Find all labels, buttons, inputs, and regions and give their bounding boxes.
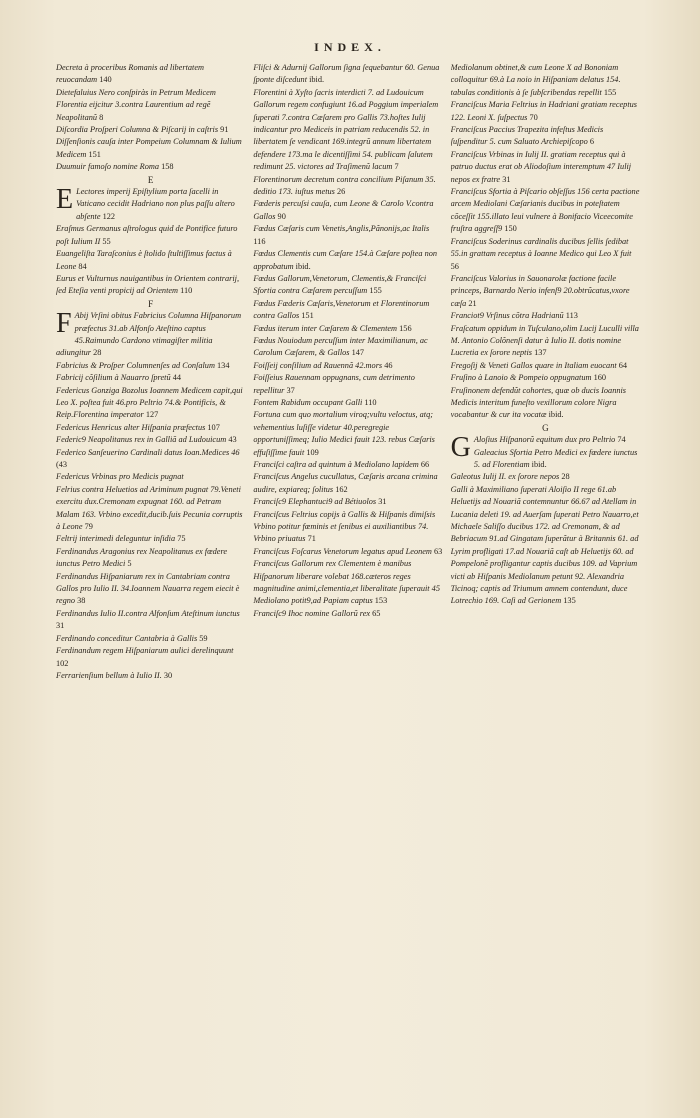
page-number: 155 [603,87,617,97]
entry-text: Federic9 Neapolitanus rex in Galliã ad Ludouicum [56,435,227,445]
entry-text: Fœdus Nouiodum percuſſum inter Maximilianum, ac Carolum Cæſarem, & Gallos [253,335,428,358]
entry-text: Florentinorum decretum contra concilium Piſanum 35. deditio 173. iuſtus metus [253,174,436,197]
entry-text: Abij Vrſini obitus Fabricius Columna Hiſpanorum præfectus 31.ab Alfonſo Ateſtino captus 45.Raimundo Cardono vtimagiſter militia adiungitur [56,311,242,358]
index-entry [253,397,442,409]
drop-cap: F [56,308,72,340]
index-entry [56,62,245,87]
entry-text: Franciſcus Sfortia à Piſcario obſeſſus 156 certa pactione arcem Mediolani Cæſarianis ducibus in poteſtatem cõceſſit 155.illato leui vulnere à Bonifacio Viceecomite fruſtra aggreſſ9 [450,187,640,234]
entry-text: Eraſmus Germanus aſtrologus quid de Pontifice futuro poſt Iulium II [56,224,238,246]
index-entry [253,459,442,471]
page-number: 31 [378,497,387,507]
index-heading: INDEX. [314,40,386,54]
index-entry [56,87,245,124]
page-number: 64 [618,360,628,370]
index-entry [253,558,442,608]
index-entry [253,62,442,87]
page-number: 116 [253,236,266,246]
entry-text: Franciſc9 Ihoc nomine Gallorũ rex [253,608,371,618]
page-number: 5 [127,559,132,569]
entry-text: Aloſius Hiſpanorũ equitum dux pro Peltrio [473,435,616,445]
page-number: 75 [177,534,186,544]
entry-text: Fœdus Cæſaris cum Venetis,Anglis,Pãnonijs,ac Italis [253,224,430,234]
index-entry [253,509,442,546]
entry-text: Federicus Henricus alter Hiſpania præfectus [56,422,206,432]
page-number: 46 [384,360,393,370]
page-number: 79 [84,522,93,532]
index-entry [56,471,245,483]
entry-text: Fœdus Gallorum,Venetorum, Clementis,& Franciſci Sfortia contra Cæſarem percuſſum [253,273,427,296]
page-number: 31 [56,621,65,631]
index-entry [56,608,245,633]
page-number: 66 [420,460,430,469]
index-entry [451,372,640,384]
index-entry [56,186,245,223]
index-entry [253,409,442,459]
entry-text: Fabricij cõſilium à Nauarro ſpretũ [56,373,171,383]
entry-text: Ferdinandus Hiſpaniarum rex in Cantabriam contra Gallos pro Iulio II. 34.Ioannem Nauarra regem eiecit è regno [56,571,240,606]
index-entry [56,422,245,434]
index-entry [253,496,442,508]
entry-text: Decreta à proceribus Romanis ad libertatem reuocandam [56,63,205,85]
page-number: 43 [228,435,237,445]
entry-text: Federicus Gonziga Bozolus Ioannem Medicem capit,qui Leo X. poſtea fuit 46.pro Peltrio 74.& Pontificis, & Reip.Florentina imperator [56,385,243,420]
entry-text: Franciſcus Maria Feltrius in Hadriani gratiam receptus 122. Leoni X. ſuſpectus [450,100,638,122]
entry-text: Florentini à Xyſto ſacris interdicti 7. ad Ludouicum Gallorum regem confugiunt 16.ad Poggium imperialem ſuperati 7.contra Cæſarem pro Gallis 73.hoſtes Iulij indicantur pro Mediceis in patriam reducendis 52. in libertatem ſe vendicant 169.integrũ annum libertatem defendere 173.ma le dicentiſſimi 54. publicam ſalutem redimunt 25. victores ad Traſimenũ lacum [253,87,439,172]
entry-text: Franciſcus Soderinus cardinalis ducibus ſellis ſedibat 55.in grattam receptus à Ioanne Medico qui Leo X fuit [450,236,632,259]
page-number: 31 [502,174,511,184]
index-entry [253,198,442,223]
page-number: 160 [593,373,607,383]
page-number: ibid. [548,410,564,420]
index-entry [451,273,640,310]
entry-text: Fortuna cum quo mortalium viroq;vultu veloctus, atq; vehementius luſiſſe videtur 40.peregregie opportuniſſimeq; Iulio Medici fauit 123. rebus Cæſaris effuſiſſime fauit [253,410,435,457]
page-number: 110 [180,286,193,296]
index-entry [56,360,245,372]
page-number: 140 [99,75,112,85]
entry-text: Ferrarienſium bellum à Iulio II. [56,670,162,680]
entry-text: Federicus Vrbinas pro Medicis pugnat [56,472,184,482]
page-number: 151 [301,311,314,321]
entry-text: Franciot9 Vrſinus cõtra Hadrianũ [450,311,564,321]
index-entry [56,447,245,472]
page-number: 63 [434,546,443,556]
entry-text: Franciſcus Feltrius copijs à Gallis & Hiſpanis dimiſsis Vrbino potitur fœminis et ſenibus ei auxiliantibus 74. Vrbino priuatus [253,509,436,544]
page-number: 135 [563,596,576,606]
entry-text: Federico Sanſeuerino Cardinali datus Ioan.Medices 46 [56,447,240,457]
entry-text: Franciſcus Angelus cucullatus, Cæſaris arcana crimina audire, expiareq; ſolitus [253,472,438,494]
index-entry [451,124,640,149]
entry-text: Galeacius Sfortia Petro Medici ex fœdere iunctus 5. ad Florentiam [473,447,638,469]
page-number: 74 [617,435,626,445]
entry-text: Feltrij interimedi deleguntur inſidia [56,534,176,544]
page-number: 44 [172,373,181,383]
page-number: 26 [337,187,346,197]
entry-text: Franciſcus Paccius Trapezita infeſtus Medicis ſuſpenditur 5. cum Saluato Archiepiſcopo [450,125,604,147]
page-number: 59 [199,633,208,643]
index-entry [451,236,640,273]
page-number: 21 [468,298,477,308]
index-entry [56,124,245,136]
entry-text: Fœderis percuſsi cauſa, cum Leone & Carolo V.contra Gallos [253,199,434,221]
index-entry [56,385,245,422]
entry-text: Euangeliſta Taraſconius è ſtolido ſtultiſſimus factus à Leone [56,249,232,271]
index-entry [56,136,245,161]
page-number: 8 [99,112,104,122]
entry-text: Diſſenſionis cauſa inter Pompeium Columnam & Iulium Medicem [56,137,242,159]
page-number: 155 [369,286,382,296]
entry-text: Fruſino à Lanoio & Pompeio oppugnatum [450,373,592,383]
index-column-1 [56,62,245,1082]
index-entry [56,533,245,545]
index-entry [56,633,245,645]
index-entry [451,471,640,483]
page-number: 110 [364,397,377,407]
index-entry [253,335,442,360]
index-column-3 [451,62,640,1082]
index-entry [56,223,245,248]
index-entry [451,385,640,422]
page-number: 156 [399,323,412,333]
entry-text: Duumuir famoſo nomine Roma [56,162,160,172]
index-entry [56,434,245,446]
entry-text: Ferdinando conceditur Cantabria à Gallis [56,633,198,643]
page-number: 109 [306,447,319,457]
entry-text: Ferdinandus Iulio II.contra Alfonſum Ateſtinum iunctus [56,608,240,618]
index-entry [451,323,640,360]
index-entry [253,248,442,273]
page-number: 91 [220,125,229,135]
index-entry [253,174,442,199]
drop-cap: E [56,184,74,216]
page-number: 30 [163,670,173,680]
entry-text: Eurus et Vulturnus nauigantibus in Orientem contrarij, ſed Eteſia venti propicij ad Orientem [56,273,240,296]
index-entry [56,372,245,384]
index-entry [253,87,442,174]
page-number: 151 [88,149,101,159]
page-number: (43 [56,460,68,469]
drop-cap: G [450,432,471,464]
entry-text: Lectores imperij Epiſtylium porta ſacelli in Vaticano cecidit Hadriano non plus paſſu altero abſente [76,187,235,221]
page-number: 65 [372,608,381,618]
entry-text: Felrius contra Heluetios ad Ariminum pugnat 79.Veneti exercitu dux.Cremonam expugnat 160. ad Petram Malam 163. Vrbino excedit,ducib.ſuis Pecunia corruptis à Leone [56,484,243,532]
index-column-2 [253,62,442,1082]
page-number: 55 [102,236,111,246]
index-entry [253,471,442,496]
entry-text: Fœdus Fæderis Cæſaris,Venetorum et Florentinorum contra Gallos [253,298,430,321]
index-entry [451,447,640,472]
page-number: 122 [102,211,116,221]
page-number: 7 [394,162,399,172]
entry-text: Ferdinandus Aragonius rex Neapolitanus ex fœdere iunctus Petro Medici [56,546,228,569]
entry-text: Franciſcus Gallorum rex Clementem è manibus Hiſpanorum liberare volebat 168.cæteros reges magnitudine animi,clementia,et liberalitate ſuperauit 45 Mediolano potit9,ad Papiam captus [253,559,440,606]
index-entry [253,546,442,558]
index-entry [56,273,245,298]
entry-text: Foiſſeius Rauennam oppugnans, cum detrimento repellitur [253,373,415,395]
page-number: 38 [77,596,86,606]
entry-text: Ferdinandum regem Hiſpaniarum aulici derelinquunt [56,646,234,656]
page-number: 147 [351,348,365,358]
page-number: 28 [93,348,102,358]
index-entry [451,484,640,608]
index-entry [253,298,442,323]
index-entry [56,484,245,534]
index-entry [253,372,442,397]
page-number: 71 [307,534,316,544]
index-entry [253,360,442,372]
page-number: 127 [145,410,159,420]
page-number: ibid. [531,460,547,469]
page-number: 6 [589,137,595,147]
index-entry [56,546,245,571]
page-number: 28 [561,472,570,482]
index-entry [451,149,640,186]
section-letter: F [148,298,154,309]
index-entry [253,273,442,298]
index-entry [56,161,245,173]
index-entry [451,99,640,124]
index-entry [253,223,442,248]
index-entry [56,645,245,670]
page-number: ibid. [309,75,325,85]
index-entry [451,186,640,236]
index-entry [451,62,640,99]
page-number: 134 [217,360,230,370]
page-number: 70 [529,112,538,122]
entry-text: Mediolanum obtinet,& cum Leone X ad Bononiam colloquitur 69.à La noio in Hiſpaniam delatus 154. tabulas conditionis à ſe ſubſcribendas repellit [450,63,621,97]
entry-text: Fregoſij & Veneti Gallos quare in Italiam euocant [450,360,617,370]
page-number: 150 [504,224,517,234]
entry-text: Fœdus iterum inter Cæſarem & Clementem [253,323,398,333]
page-number: 113 [565,311,578,321]
index-columns [56,62,640,1082]
index-entry [253,608,442,620]
entry-text: Fraſcatum oppidum in Tuſculano,olim Lucij Luculli villa M. Antonio Colõnenſi datur à Iulio II. dotis nomine Lucretia ex ſorore neptis [450,323,639,358]
index-entry [56,310,245,360]
entry-text: Franciſcus Foſcarus Venetorum legatus apud Leonem [253,546,432,556]
index-entry [451,360,640,372]
entry-text: Fruſinonem defendũt cohortes, quæ ob ducis Ioannis Medicis interitum funeſto vexillorum colore Nigra vocabantur & cur ita vocatæ [450,385,627,420]
entry-text: Galeotus Iulij II. ex ſorore nepos [450,472,560,482]
index-entry [56,670,245,682]
index-entry [56,571,245,608]
page-number: 56 [450,261,459,271]
page-number: 37 [286,385,295,395]
page-number: ibid. [295,261,311,271]
entry-text: Galli à Maximiliano ſuperati Aloiſio II rege 61.ab Heluetijs ad Nouariã contemnuntur 66.67 ad Atellam in Lucania deleti 19. ad Auerſam ſuperati Petro Nauarro,et Michaele Saliſſo ducibus 172. ad Cremonam, & ad Bebriacum 91.ad Gingatam ſuperãtur à Britannis 61. ad Lyrim profligati 17.ad Nouariã caſt ab Heluetijs 60. ad Pompelonẽ profligantur captis ducibus 109. ad Vaprium victi ab Hiſpanis Mediolanum petunt 92. Alexandria Ticinoq; captis ad Triumum amnem contendunt, duce Lotrechio 169. Caſi ad Gerionem [450,484,639,606]
entry-text: Diſcordia Proſperi Columna & Piſcarij in caſtris [56,125,219,135]
section-letter: E [147,174,154,185]
entry-text: Franciſcus Valorius in Sauonarolæ factione facile princeps, Barnardo Nerio infenſ9 20.obtrũcatus,vxore cæſa [450,273,630,308]
page-number: 162 [335,484,348,494]
index-entry [451,310,640,322]
index-entry [56,248,245,273]
entry-text: Fabricius & Proſper Columnenſes ad Conſalum [56,360,215,370]
entry-text: Fontem Rabidum occupant Galli [253,397,363,407]
page-number: 102 [56,658,69,668]
page-number: 153 [374,596,388,606]
entry-text: Franciſcus Vrbinas in Iulij II. gratiam receptus qui à patruo ductus erat ob Aliodoſium interemptum 47 Iulij nepos ex fratre [450,149,632,184]
page-number: 137 [534,348,547,358]
page-number: 84 [78,261,87,271]
page-number: 90 [277,211,286,221]
index-entry [253,323,442,335]
entry-text: Dietefaluius Nero conſpiràs in Petrum Medicem Florentia eijcitur 3.contra Laurentium ad regẽ Neapolitanũ [56,87,216,122]
section-letter: G [542,422,549,433]
entry-text: Fliſci & Adurnij Gallorum ſigna ſequebantur 60. Genua ſponte diſcedunt [253,63,440,85]
entry-text: Foiſſeij conſilium ad Rauennã 42.mors [253,360,383,370]
entry-text: Franciſc9 Elephantuci9 ad Bétiuolos [253,497,377,507]
page-number: 158 [161,162,174,172]
entry-text: Fœdus Clementis cum Cæſare 154.à Cæſare poſtea non approbatum [253,249,438,271]
entry-text: Franciſci caſtra ad quintum à Mediolano lapidem [253,460,419,469]
page-number: 107 [207,422,220,432]
